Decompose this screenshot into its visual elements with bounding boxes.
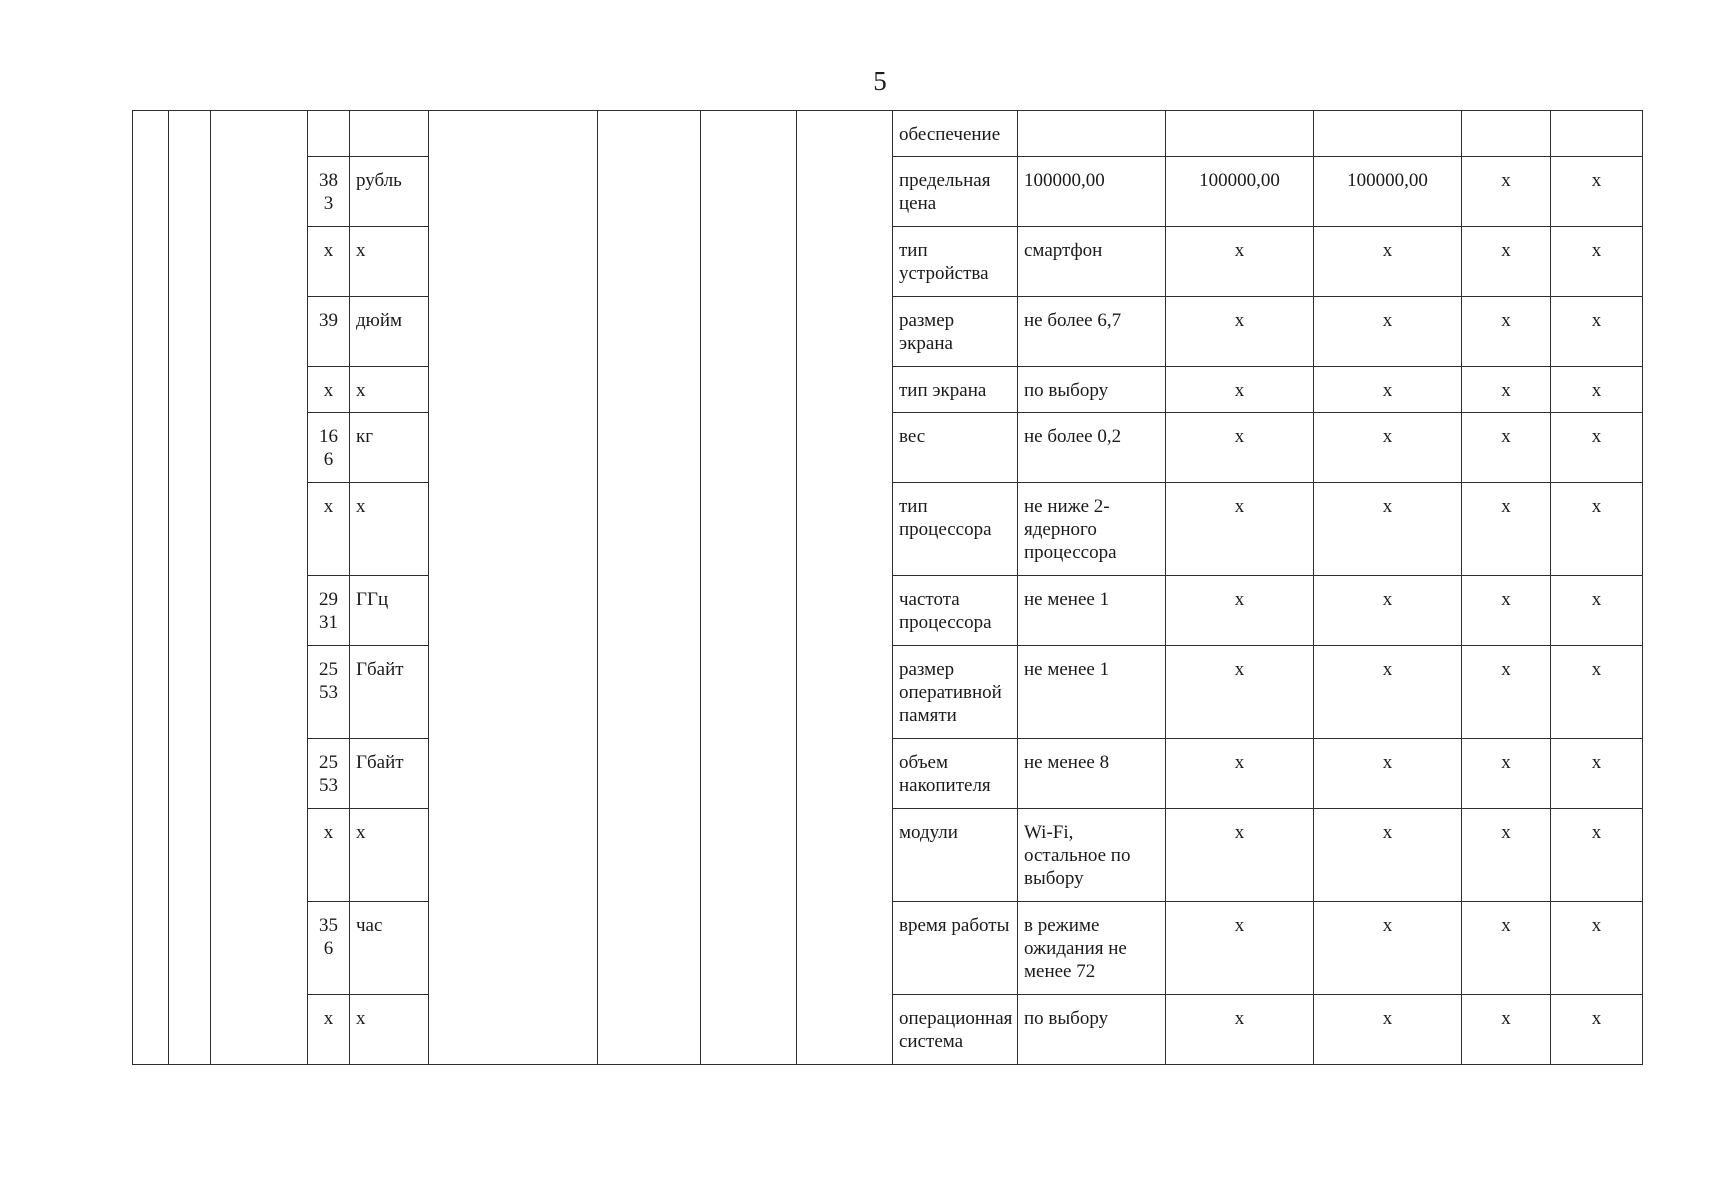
empty-column-6 — [429, 111, 598, 1065]
value-cell-3: x — [1462, 483, 1551, 576]
empty-column-2 — [169, 111, 211, 1065]
value-cell-3 — [1462, 111, 1551, 157]
parameter-cell: размер экрана — [893, 297, 1018, 367]
table-body — [133, 111, 1643, 1065]
value-cell-3: x — [1462, 413, 1551, 483]
value-cell-4: x — [1551, 809, 1643, 902]
value-cell-4: x — [1551, 413, 1643, 483]
value-cell-2: x — [1314, 483, 1462, 576]
value-cell-4: x — [1551, 902, 1643, 995]
requirement-cell: не менее 1 — [1018, 576, 1166, 646]
value-cell-1: x — [1166, 646, 1314, 739]
value-cell-2: x — [1314, 367, 1462, 413]
value-cell-3: x — [1462, 902, 1551, 995]
value-cell-2: x — [1314, 739, 1462, 809]
unit-cell: x — [350, 995, 429, 1065]
value-cell-1 — [1166, 111, 1314, 157]
empty-column-1 — [133, 111, 169, 1065]
value-cell-2: x — [1314, 227, 1462, 297]
value-cell-4: x — [1551, 576, 1643, 646]
value-cell-4: x — [1551, 157, 1643, 227]
empty-column-3 — [211, 111, 308, 1065]
requirement-cell: в режиме ожидания не менее 72 — [1018, 902, 1166, 995]
value-cell-1: x — [1166, 995, 1314, 1065]
value-cell-4 — [1551, 111, 1643, 157]
okei-code-cell — [308, 111, 350, 157]
okei-code-cell: 25 53 — [308, 739, 350, 809]
value-cell-3: x — [1462, 995, 1551, 1065]
okei-code-cell: x — [308, 995, 350, 1065]
parameter-cell: модули — [893, 809, 1018, 902]
value-cell-2: x — [1314, 297, 1462, 367]
value-cell-3: x — [1462, 646, 1551, 739]
value-cell-3: x — [1462, 367, 1551, 413]
page-number: 5 — [873, 66, 887, 96]
value-cell-1: x — [1166, 367, 1314, 413]
requirement-cell — [1018, 111, 1166, 157]
unit-cell: Гбайт — [350, 739, 429, 809]
value-cell-2: x — [1314, 902, 1462, 995]
empty-column-7 — [598, 111, 701, 1065]
value-cell-4: x — [1551, 995, 1643, 1065]
okei-code-cell: 16 6 — [308, 413, 350, 483]
value-cell-3: x — [1462, 297, 1551, 367]
value-cell-2: 100000,00 — [1314, 157, 1462, 227]
okei-code-cell: 25 53 — [308, 646, 350, 739]
value-cell-2: x — [1314, 995, 1462, 1065]
requirement-cell: по выбору — [1018, 995, 1166, 1065]
unit-cell: ГГц — [350, 576, 429, 646]
parameter-cell: объем накопителя — [893, 739, 1018, 809]
value-cell-1: x — [1166, 483, 1314, 576]
unit-cell: Гбайт — [350, 646, 429, 739]
value-cell-4: x — [1551, 227, 1643, 297]
unit-cell: x — [350, 227, 429, 297]
value-cell-4: x — [1551, 739, 1643, 809]
value-cell-3: x — [1462, 809, 1551, 902]
value-cell-1: x — [1166, 809, 1314, 902]
value-cell-2: x — [1314, 413, 1462, 483]
parameter-cell: частота процессора — [893, 576, 1018, 646]
okei-code-cell: x — [308, 227, 350, 297]
okei-code-cell: x — [308, 483, 350, 576]
requirement-cell: не менее 1 — [1018, 646, 1166, 739]
value-cell-4: x — [1551, 646, 1643, 739]
characteristics-table — [132, 110, 1643, 1065]
value-cell-2: x — [1314, 576, 1462, 646]
parameter-cell: вес — [893, 413, 1018, 483]
value-cell-4: x — [1551, 367, 1643, 413]
value-cell-2: x — [1314, 809, 1462, 902]
requirement-cell: 100000,00 — [1018, 157, 1166, 227]
value-cell-2 — [1314, 111, 1462, 157]
unit-cell: час — [350, 902, 429, 995]
okei-code-cell: 35 6 — [308, 902, 350, 995]
requirement-cell: не ниже 2-ядерного процессора — [1018, 483, 1166, 576]
unit-cell: x — [350, 809, 429, 902]
value-cell-1: x — [1166, 227, 1314, 297]
requirement-cell: не более 0,2 — [1018, 413, 1166, 483]
requirement-cell: не менее 8 — [1018, 739, 1166, 809]
unit-cell: дюйм — [350, 297, 429, 367]
unit-cell: x — [350, 367, 429, 413]
parameter-cell: время работы — [893, 902, 1018, 995]
table-row — [133, 111, 1643, 157]
empty-column-8 — [701, 111, 797, 1065]
okei-code-cell: x — [308, 367, 350, 413]
value-cell-2: x — [1314, 646, 1462, 739]
requirement-cell: Wi-Fi, остальное по выбору — [1018, 809, 1166, 902]
parameter-cell: тип процессора — [893, 483, 1018, 576]
parameter-cell: размер оперативной памяти — [893, 646, 1018, 739]
requirement-cell: по выбору — [1018, 367, 1166, 413]
okei-code-cell: 29 31 — [308, 576, 350, 646]
parameter-cell: предельная цена — [893, 157, 1018, 227]
unit-cell: x — [350, 483, 429, 576]
value-cell-3: x — [1462, 739, 1551, 809]
unit-cell: рубль — [350, 157, 429, 227]
unit-cell — [350, 111, 429, 157]
empty-column-9 — [797, 111, 893, 1065]
parameter-cell: операционная система — [893, 995, 1018, 1065]
okei-code-cell: x — [308, 809, 350, 902]
parameter-cell: тип экрана — [893, 367, 1018, 413]
requirement-cell: не более 6,7 — [1018, 297, 1166, 367]
unit-cell: кг — [350, 413, 429, 483]
value-cell-3: x — [1462, 157, 1551, 227]
value-cell-1: 100000,00 — [1166, 157, 1314, 227]
value-cell-1: x — [1166, 739, 1314, 809]
okei-code-cell: 39 — [308, 297, 350, 367]
parameter-cell: обеспечение — [893, 111, 1018, 157]
value-cell-4: x — [1551, 297, 1643, 367]
value-cell-4: x — [1551, 483, 1643, 576]
value-cell-1: x — [1166, 413, 1314, 483]
value-cell-1: x — [1166, 297, 1314, 367]
okei-code-cell: 38 3 — [308, 157, 350, 227]
value-cell-1: x — [1166, 902, 1314, 995]
parameter-cell: тип устройства — [893, 227, 1018, 297]
value-cell-3: x — [1462, 576, 1551, 646]
value-cell-3: x — [1462, 227, 1551, 297]
requirement-cell: смартфон — [1018, 227, 1166, 297]
value-cell-1: x — [1166, 576, 1314, 646]
